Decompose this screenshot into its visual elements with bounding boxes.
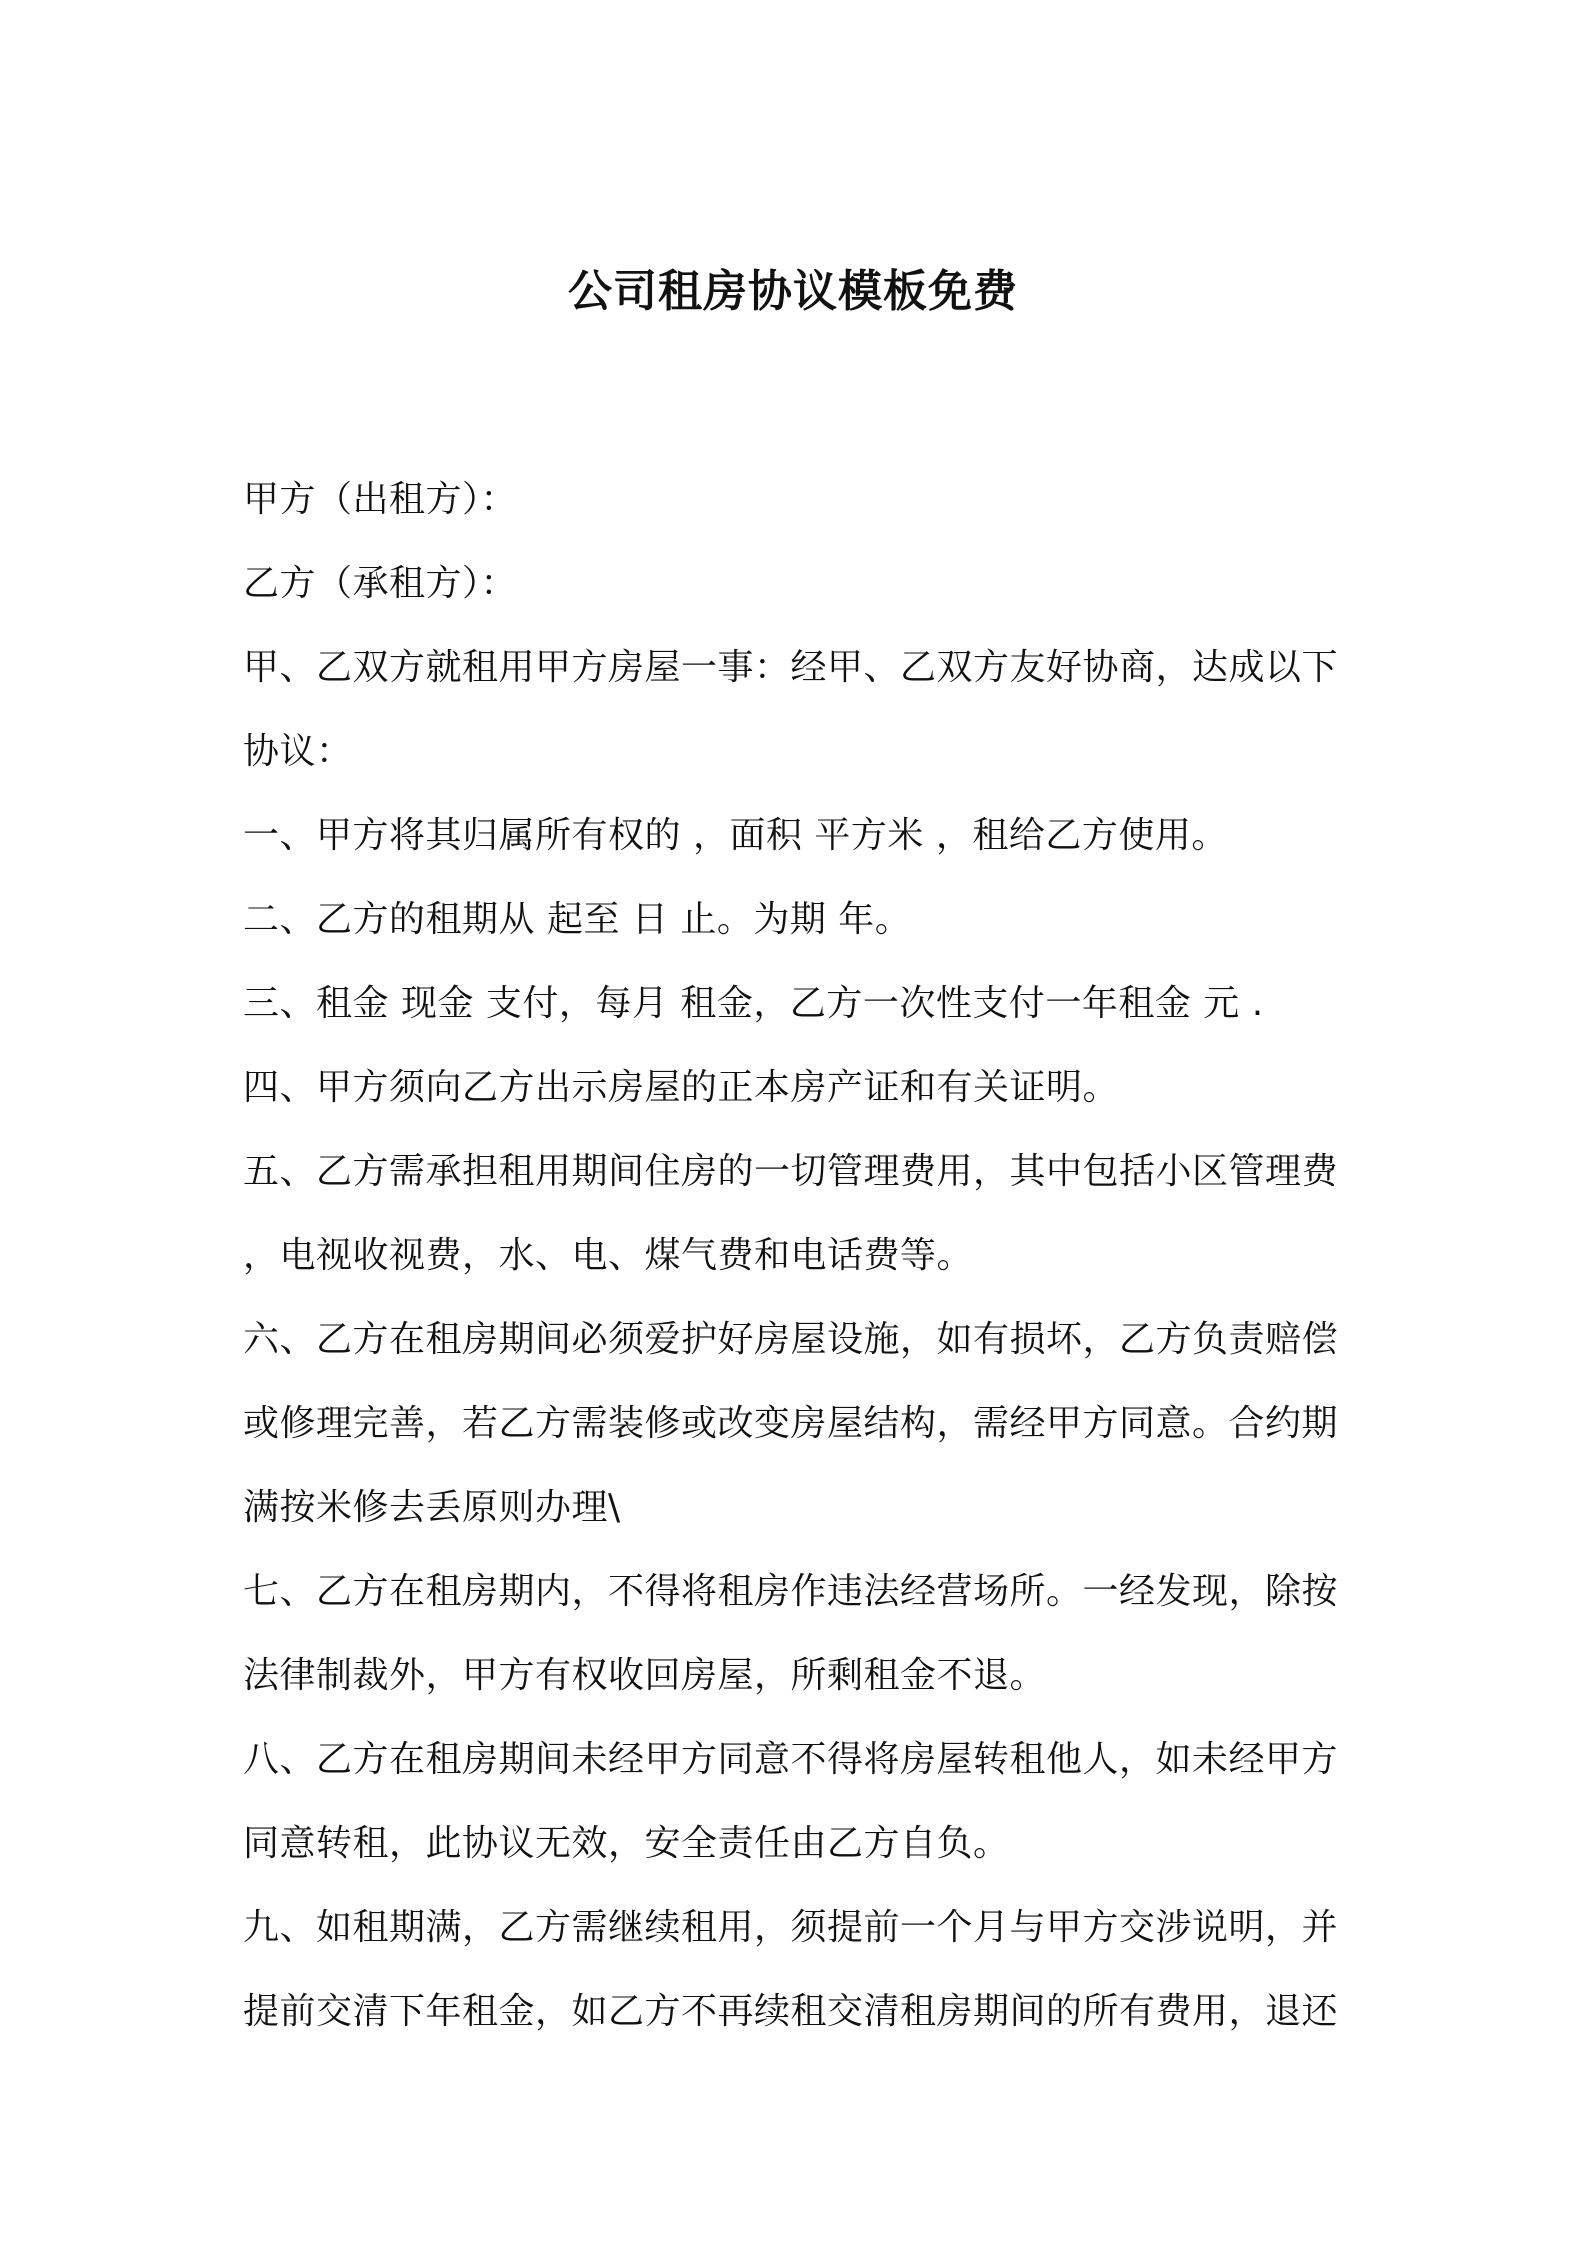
clause-8-line-1: 八、乙方在租房期间未经甲方同意不得将房屋转租他人，如未经甲方 <box>243 1739 1339 1780</box>
preamble-line-2: 协议： <box>243 731 353 772</box>
clause-2-line: 二、乙方的租期从 起至 日 止。为期 年。 <box>243 899 912 940</box>
party-b-line: 乙方（承租方）： <box>243 563 518 604</box>
clause-7-line-1: 七、乙方在租房期内，不得将租房作违法经营场所。一经发现，除按 <box>243 1571 1339 1612</box>
clause-9-line-1: 九、如租期满，乙方需继续租用，须提前一个月与甲方交涉说明，并 <box>243 1907 1339 1948</box>
clause-4-line: 四、甲方须向乙方出示房屋的正本房产证和有关证明。 <box>243 1067 1120 1108</box>
preamble-line-1: 甲、乙双方就租用甲方房屋一事：经甲、乙双方友好协商，达成以下 <box>243 647 1339 688</box>
clause-6-line-1: 六、乙方在租房期间必须爱护好房屋设施，如有损坏，乙方负责赔偿 <box>243 1319 1339 1360</box>
clause-5-line-1: 五、乙方需承担租用期间住房的一切管理费用，其中包括小区管理费 <box>243 1151 1339 1192</box>
clause-5-line-2: ，电视收视费，水、电、煤气费和电话费等。 <box>243 1235 974 1276</box>
clause-6-line-3: 满按米修去丢原则办理\ <box>243 1487 621 1528</box>
party-a-line: 甲方（出租方）： <box>243 479 518 520</box>
clause-6-line-2: 或修理完善，若乙方需装修或改变房屋结构，需经甲方同意。合约期 <box>243 1403 1339 1444</box>
document-title: 公司租房协议模板免费 <box>568 266 1018 317</box>
document-body <box>243 458 1353 2054</box>
clause-8-line-2: 同意转租，此协议无效，安全责任由乙方自负。 <box>243 1823 1010 1864</box>
clause-1-line: 一、甲方将其归属所有权的 ，面积 平方米 ，租给乙方使用。 <box>243 815 1228 856</box>
clause-9-line-2: 提前交清下年租金，如乙方不再续租交清租房期间的所有费用，退还 <box>243 1991 1339 2032</box>
clause-7-line-2: 法律制裁外，甲方有权收回房屋，所剩租金不退。 <box>243 1655 1047 1696</box>
clause-3-line: 三、租金 现金 支付，每月 租金，乙方一次性支付一年租金 元 . <box>243 983 1264 1024</box>
